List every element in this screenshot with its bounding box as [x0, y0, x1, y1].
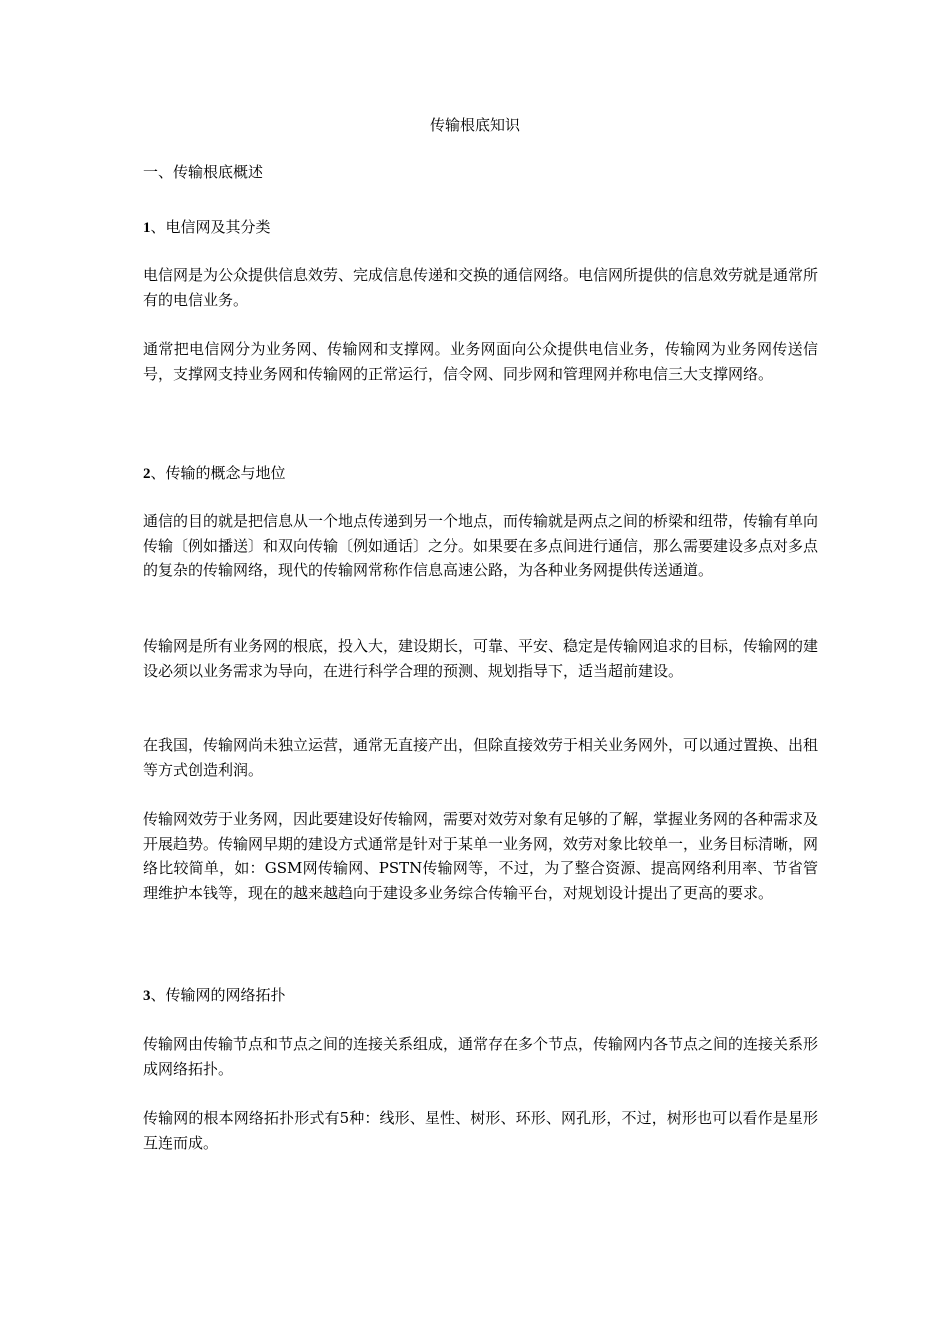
subsection-heading-text: 、电信网及其分类: [150, 218, 271, 236]
subsection-number: 3: [143, 988, 151, 1004]
paragraph: 通信的目的就是把信息从一个地点传递到另一个地点，而传输就是两点之间的桥梁和纽带，传输有单向传输〔例如播送〕和双向传输〔例如通话〕之分。如果要在多点间进行通信，那么需要建设多点对多点的复杂的传输网络，现代的传输网常称作信息高速公路，为各种业务网提供传送通道。: [143, 512, 819, 580]
paragraph: 传输网是所有业务网的根底，投入大，建设期长，可靠、平安、稳定是传输网追求的目标，传输网的建设必须以业务需求为导向，在进行科学合理的预测、规划指导下，适当超前建设。: [143, 637, 819, 680]
paragraph: 传输网的根本网络拓扑形式有5种：线形、星性、树形、环形、网孔形，不过，树形也可以看作是星形互连而成。: [143, 1109, 818, 1152]
paragraph: 传输网效劳于业务网，因此要建设好传输网，需要对效劳对象有足够的了解，掌握业务网的各种需求及开展趋势。传输网早期的建设方式通常是针对于某单一业务网，效劳对象比较单一，业务目标清晰，网络比较简单，如：GSM网传输网、PSTN传输网等，不过，为了整合资源、提高网络利用率、节省管理维护本钱等，现在的越来越趋向于建设多业务综合传输平台，对规划设计提出了更高的要求。: [143, 810, 819, 902]
subsection-heading-2: [143, 461, 818, 487]
paragraph: 电信网是为公众提供信息效劳、完成信息传递和交换的通信网络。电信网所提供的信息效劳就是通常所有的电信业务。: [143, 266, 819, 309]
subsection-number: 2: [143, 466, 151, 482]
subsection-heading-3: [143, 983, 818, 1009]
paragraph: 通常把电信网分为业务网、传输网和支撑网。业务网面向公众提供电信业务，传输网为业务网传送信号，支撑网支持业务网和传输网的正常运行，信令网、同步网和管理网并称电信三大支撑网络。: [143, 340, 818, 383]
subsection-heading-1: [143, 215, 818, 241]
document-title: 传输根底知识: [429, 116, 520, 134]
subsection-heading-text: 、传输网的网络拓扑: [150, 986, 286, 1004]
subsection-heading-text: 、传输的概念与地位: [150, 464, 286, 482]
subsection-number: 1: [143, 220, 151, 236]
paragraph: 在我国，传输网尚未独立运营，通常无直接产出，但除直接效劳于相关业务网外，可以通过置换、出租等方式创造利润。: [143, 736, 819, 779]
paragraph: 传输网由传输节点和节点之间的连接关系组成，通常存在多个节点，传输网内各节点之间的连接关系形成网络拓扑。: [143, 1035, 819, 1078]
section-heading-overview: 一、传输根底概述: [143, 163, 264, 181]
